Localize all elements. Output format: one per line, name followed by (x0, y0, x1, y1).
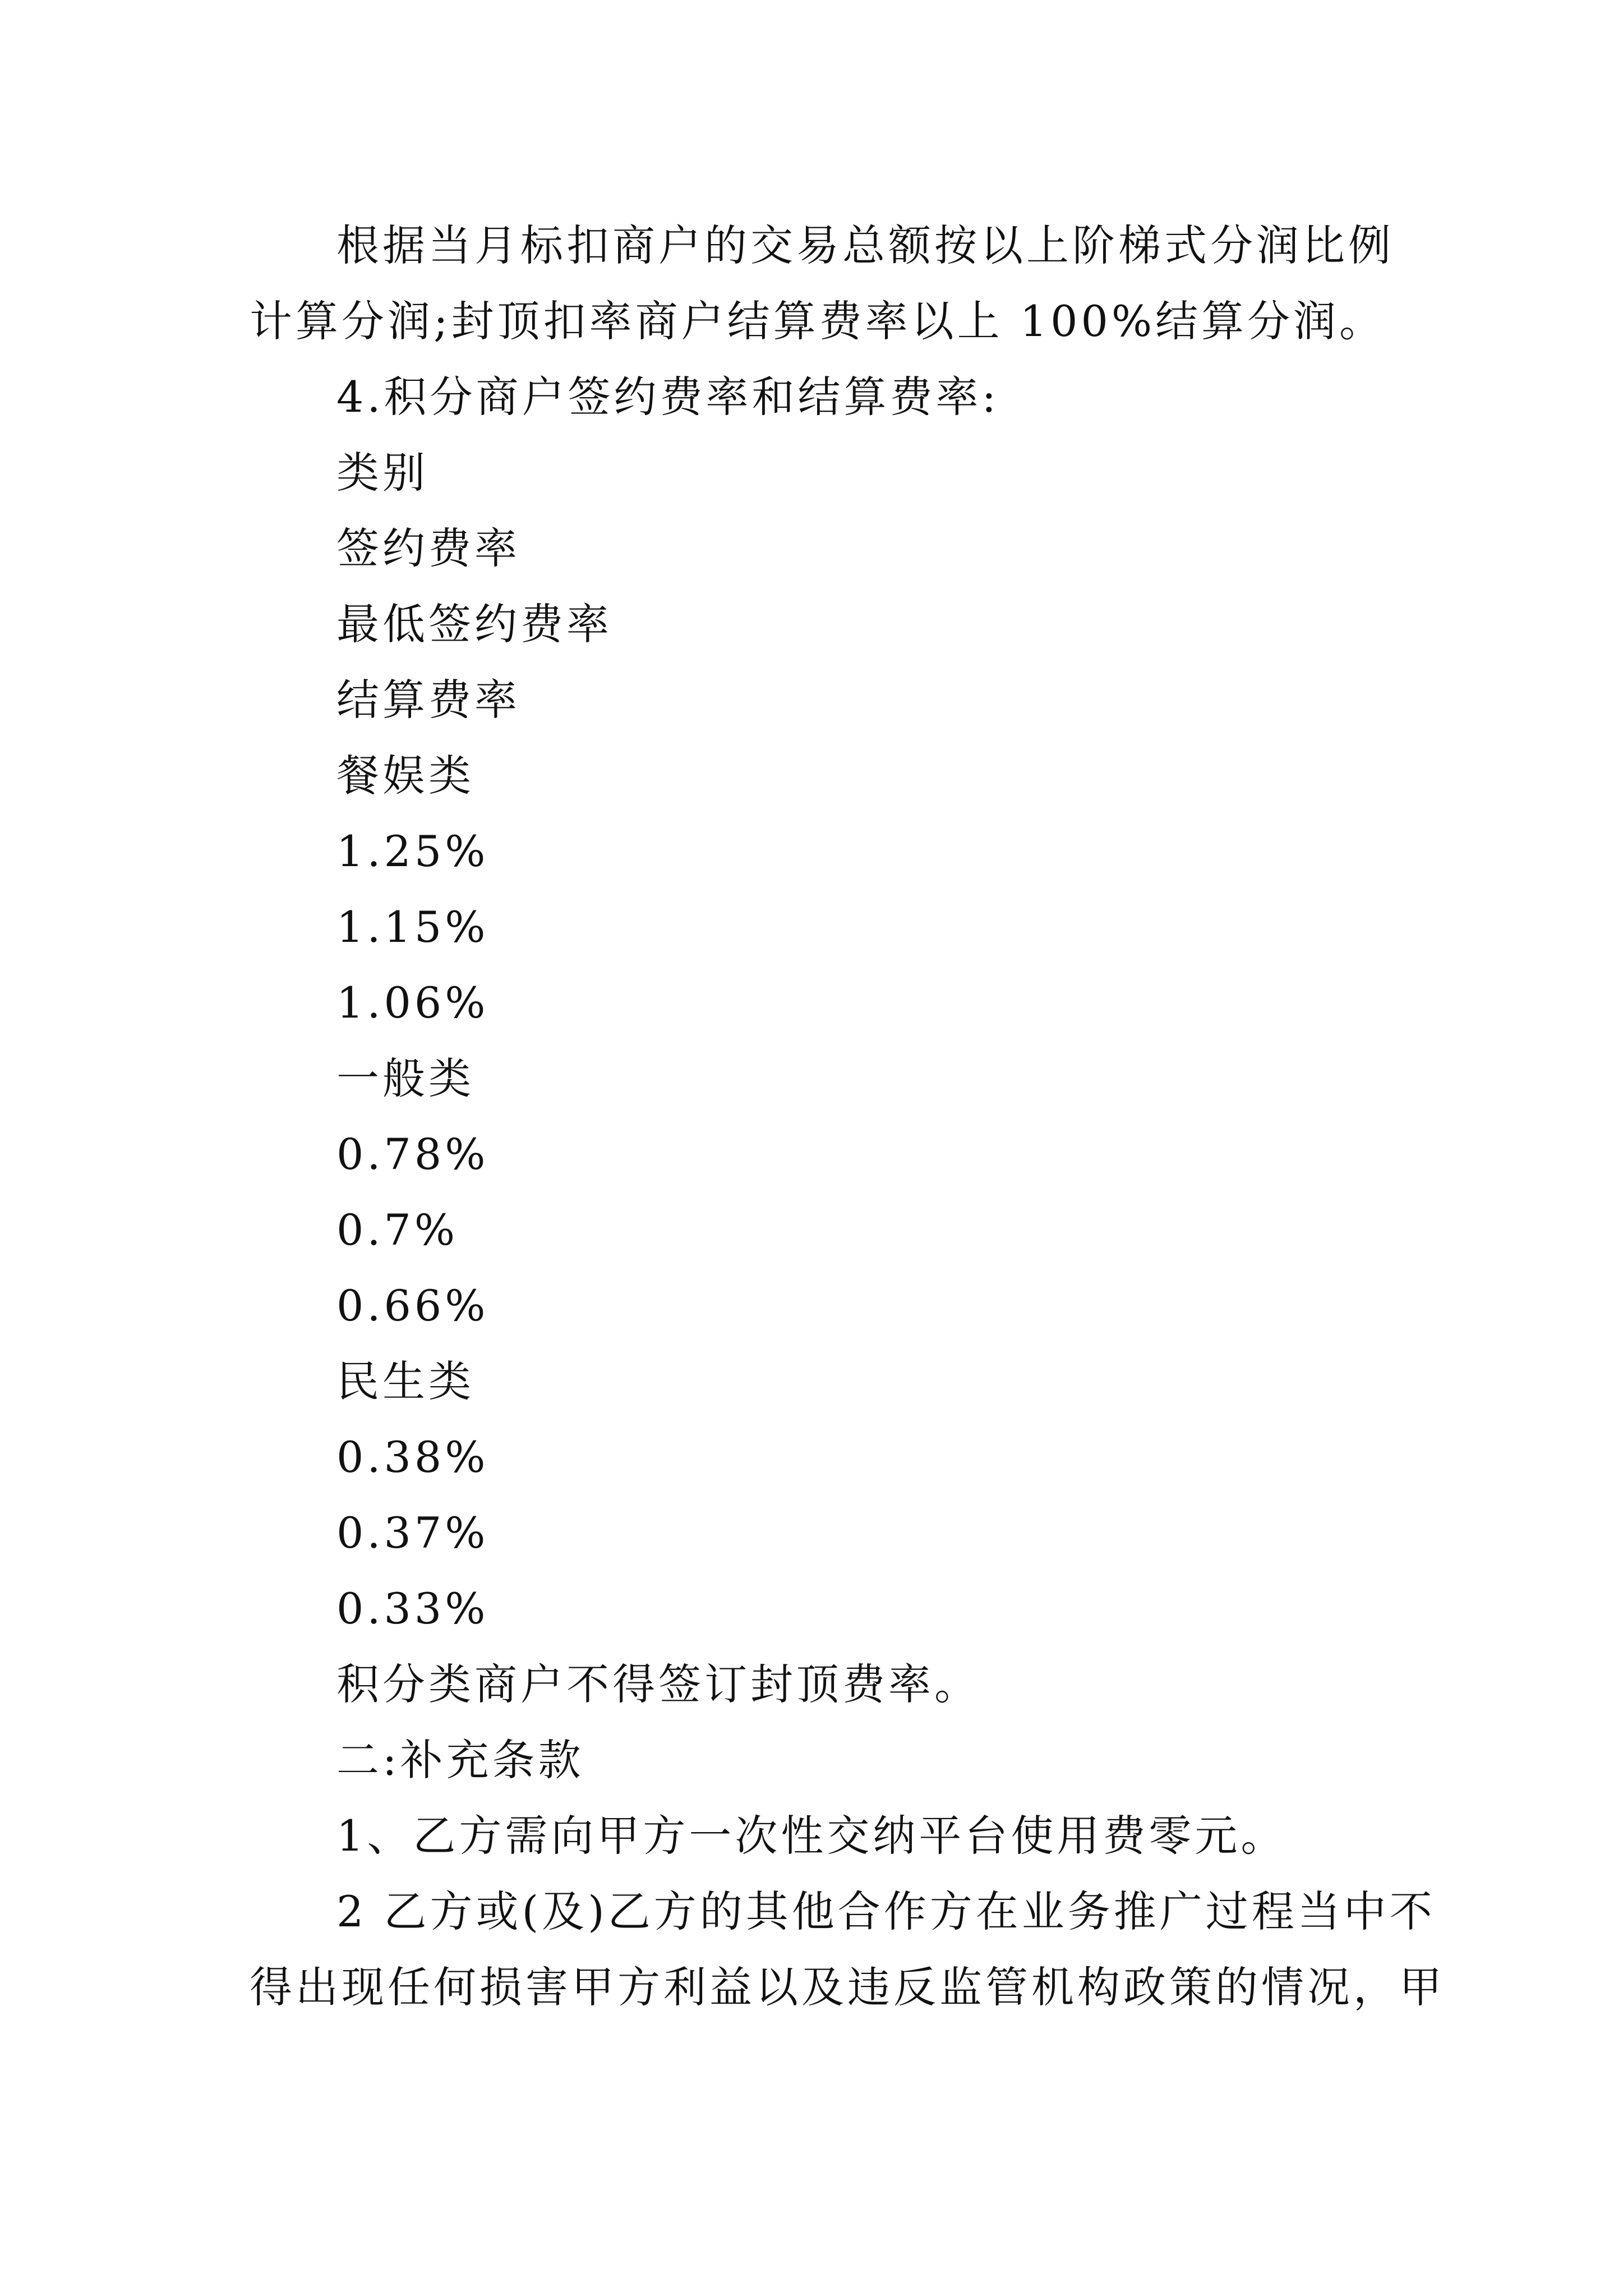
row-1-settlement-rate: 1.06% (336, 978, 489, 1028)
row-3-min-sign-rate: 0.37% (336, 1508, 489, 1558)
clause-2-line-2: 得出现任何损害甲方利益以及违反监管机构政策的情况，甲 (250, 1962, 1445, 2012)
points-note: 积分类商户不得签订封顶费率。 (336, 1659, 980, 1709)
table-header-min-sign-rate: 最低签约费率 (336, 599, 612, 649)
paragraph-1-line-1: 根据当月标扣商户的交易总额按以上阶梯式分润比例 (336, 220, 1394, 270)
table-header-settlement-rate: 结算费率 (336, 675, 520, 725)
clause-2-line-1: 2 乙方或(及)乙方的其他合作方在业务推广过程当中不 (336, 1887, 1436, 1936)
row-3-sign-rate: 0.38% (336, 1432, 489, 1482)
clause-1: 1、乙方需向甲方一次性交纳平台使用费零元。 (336, 1811, 1287, 1861)
section-4-title: 4.积分商户签约费率和结算费率: (336, 372, 1000, 422)
row-3-category: 民生类 (336, 1356, 474, 1406)
row-1-sign-rate: 1.25% (336, 826, 489, 876)
table-header-sign-rate: 签约费率 (336, 523, 520, 573)
section-2-title: 二:补充条款 (336, 1735, 584, 1785)
row-2-category: 一般类 (336, 1053, 474, 1103)
paragraph-1-line-2: 计算分润;封顶扣率商户结算费率以上 100%结算分润。 (250, 296, 1386, 346)
row-1-category: 餐娱类 (336, 751, 474, 800)
row-3-settlement-rate: 0.33% (336, 1584, 489, 1634)
row-2-settlement-rate: 0.66% (336, 1281, 489, 1331)
row-1-min-sign-rate: 1.15% (336, 902, 489, 952)
table-header-category: 类别 (336, 448, 428, 498)
row-2-min-sign-rate: 0.7% (336, 1205, 459, 1255)
row-2-sign-rate: 0.78% (336, 1129, 489, 1179)
